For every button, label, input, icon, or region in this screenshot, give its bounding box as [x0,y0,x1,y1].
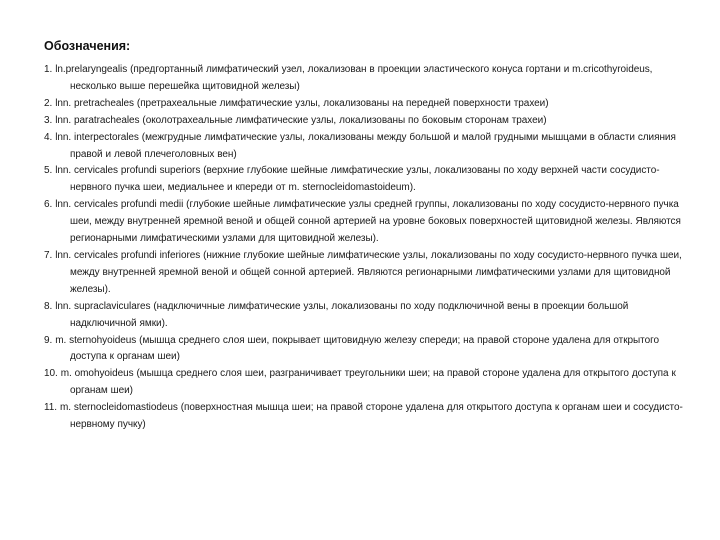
legend-item-number: 2. [44,97,53,109]
legend-item-8 [44,299,686,333]
legend-item-text: m. omohyoideus (мышца среднего слоя шеи, разграничивает треугольники шеи; на правой стороне удалена для открытого доступа к органам шеи) [60,368,676,397]
legend-item-11 [44,400,686,434]
legend-item-number: 3. [44,114,53,126]
legend-item-number: 7. [44,249,53,261]
legend-item-text: lnn. cervicales profundi inferiores (нижние глубокие шейные лимфатические узлы, локализованы по ходу сосудисто-нервного пучка шеи, между внутренней яремной веной и общей сонной артерией. Являются регионарными лимфатическими узлами для щитовидной железы). [55,249,682,295]
legend-item-number: 9. [44,334,53,346]
legend-item-1 [44,62,686,96]
legend-item-7 [44,248,686,299]
legend-item-text: m. sternocleidomastiodeus (поверхностная мышца шеи; на правой стороне удалена для открытого доступа к органам шеи и сосудисто-нервному пучку) [59,402,683,431]
legend-item-2 [44,96,686,113]
legend-item-text: lnn. cervicales profundi medii (глубокие шейные лимфатические узлы средней группы, локализованы по ходу сосудисто-нервного пучка шеи, между внутренней яремной веной и общей сонной артерией на уровне боковых поверхностей щитовидной железы. Являются регионарными лимфатическими узлами для щитовидной железы). [55,199,681,245]
legend-item-text: m. sternohyoideus (мышца среднего слоя шеи, покрывает щитовидную железу спереди; на правой стороне удалена для открытого доступа к органам шеи) [55,334,660,363]
legend-item-text: lnn. pretracheales (претрахеальные лимфатические узлы, локализованы на передней поверхности трахеи) [55,97,549,109]
legend-item-number: 1. [44,64,53,75]
legend-item-3 [44,113,686,130]
legend-item-9 [44,333,686,367]
legend-item-text: lnn. supraclaviculares (надключичные лимфатические узлы, локализованы по ходу подключичной вены в проекции большой надключичной ямки). [55,300,629,329]
legend-item-5 [44,163,686,197]
legend-item-text: ln.prelaryngealis (предгортанный лимфатический узел, локализован в проекции эластического конуса гортани и m.cricothyroideus, несколько выше перешейка щитовидной железы) [55,64,653,92]
legend-item-number: 4. [44,131,53,143]
legend-item-4 [44,130,686,164]
legend-item-number: 8. [44,300,53,312]
legend-item-10 [44,366,686,400]
legend-item-6 [44,197,686,248]
legend-item-number: 5. [44,165,53,177]
legend-item-number: 10. [44,368,58,380]
legend-list [44,62,686,434]
legend-heading: Обозначения: [44,39,131,53]
legend-item-text: lnn. interpectorales (межгрудные лимфатические узлы, локализованы между большой и малой грудными мышцами в области слияния правой и левой плечеголовных вен) [55,131,676,160]
legend-item-number: 6. [44,199,53,211]
legend-item-number: 11. [44,402,58,414]
legend-document [44,38,686,434]
legend-item-text: lnn. paratracheales (околотрахеальные лимфатические узлы, локализованы по боковым сторонам трахеи) [55,114,547,126]
legend-item-text: lnn. cervicales profundi superiors (верхние глубокие шейные лимфатические узлы, локализованы по ходу верхней части сосудисто-нервного пучка шеи, медиальнее и кпереди от m. sternocleidomastoideum). [55,165,660,194]
